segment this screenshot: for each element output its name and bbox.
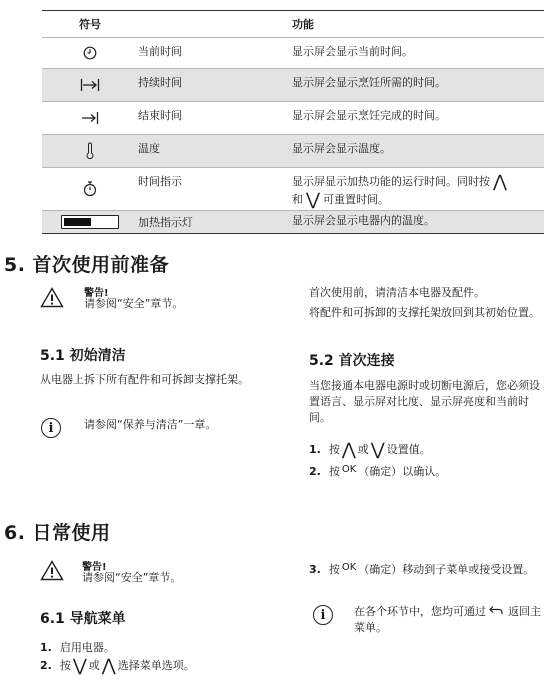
section-5-2-title: 5.2 首次连接 — [309, 353, 395, 369]
step-3: 3. 按 OK （确定）移动到子菜单或接受设置。 — [309, 562, 535, 576]
row-function: 显示屏会显示当前时间。 — [292, 45, 413, 58]
header-function: 功能 — [292, 17, 314, 31]
table-row — [42, 211, 544, 234]
section-5-2-text: 当您接通本电器电源时或切断电源后，您必须设置语言、显示屏对比度、显示屏亮度和当前时间。 — [309, 379, 540, 424]
duration-icon — [80, 78, 100, 92]
ok-key-label: OK — [341, 464, 357, 475]
warning-text: 请参阅“安全”章节。 — [82, 571, 182, 584]
paragraph: 将配件和可拆卸的支撑托架放回到其初始位置。 — [309, 306, 540, 319]
back-arrow-icon — [489, 605, 505, 615]
row-function: 显示屏会显示烹饪所需的时间。 — [292, 76, 446, 89]
row-name: 持续时间 — [138, 76, 182, 89]
row-function: 显示屏显示加热功能的运行时间。同时按 ⋀ 和 ⋁ 可重置时间。 — [292, 172, 507, 210]
section-5-title: 5. 首次使用前准备 — [4, 254, 170, 276]
ok-key-label: OK — [341, 562, 357, 573]
row-name: 当前时间 — [138, 45, 182, 58]
warning-title: 警告! — [84, 288, 109, 299]
section-5-1-title: 5.1 初始清洁 — [40, 348, 126, 364]
chevron-down-icon: ⋁ — [306, 190, 320, 210]
warning-icon — [40, 287, 64, 308]
info-icon: i — [41, 418, 61, 438]
table-row — [42, 135, 544, 168]
symbol-table — [42, 10, 544, 234]
table-row — [42, 69, 544, 102]
warning-icon — [40, 560, 64, 581]
chevron-down-icon: ⋁ — [72, 656, 87, 676]
chevron-up-icon: ⋀ — [341, 440, 356, 460]
table-header — [42, 11, 544, 38]
chevron-down-icon: ⋁ — [370, 440, 385, 460]
chevron-up-icon: ⋀ — [493, 172, 507, 192]
section-6-1-title: 6.1 导航菜单 — [40, 611, 126, 627]
row-function: 显示屏会显示烹饪完成的时间。 — [292, 109, 446, 122]
timer-icon — [83, 181, 97, 197]
row-name: 加热指示灯 — [138, 216, 193, 229]
step-1: 1. 按 ⋀ 或 ⋁ 设置值。 — [309, 440, 431, 460]
paragraph: 首次使用前，请清洁本电器及配件。 — [309, 286, 485, 299]
table-row — [42, 102, 544, 135]
section-6-title: 6. 日常使用 — [4, 522, 111, 544]
header-symbol: 符号 — [79, 18, 101, 31]
info-text: 在各个环节中，您均可通过 返回主菜单。 — [354, 605, 541, 634]
table-row — [42, 168, 544, 211]
row-function: 显示屏会显示电器内的温度。 — [292, 214, 435, 227]
row-name: 结束时间 — [138, 109, 182, 122]
step-2: 2. 按 OK （确定）以确认。 — [309, 464, 447, 478]
step-1: 1. 启用电器。 — [40, 641, 115, 654]
thermometer-icon — [85, 142, 95, 160]
chevron-up-icon: ⋀ — [101, 656, 116, 676]
row-name: 时间指示 — [138, 175, 182, 188]
row-name: 温度 — [138, 142, 160, 155]
warning-title: 警告! — [82, 562, 107, 573]
row-function: 显示屏会显示温度。 — [292, 142, 391, 155]
clock-icon — [83, 46, 97, 60]
header-name — [138, 11, 292, 37]
table-row — [42, 38, 544, 69]
step-2: 2. 按 ⋁ 或 ⋀ 选择菜单选项。 — [40, 656, 195, 676]
heat-indicator-icon — [61, 215, 119, 229]
warning-text: 请参阅“安全”章节。 — [84, 297, 184, 310]
end-time-icon — [81, 111, 99, 125]
section-5-1-text: 从电器上拆下所有配件和可拆卸支撑托架。 — [40, 373, 249, 386]
info-text: 请参阅“保养与清洁”一章。 — [84, 418, 217, 431]
info-icon: i — [313, 605, 333, 625]
